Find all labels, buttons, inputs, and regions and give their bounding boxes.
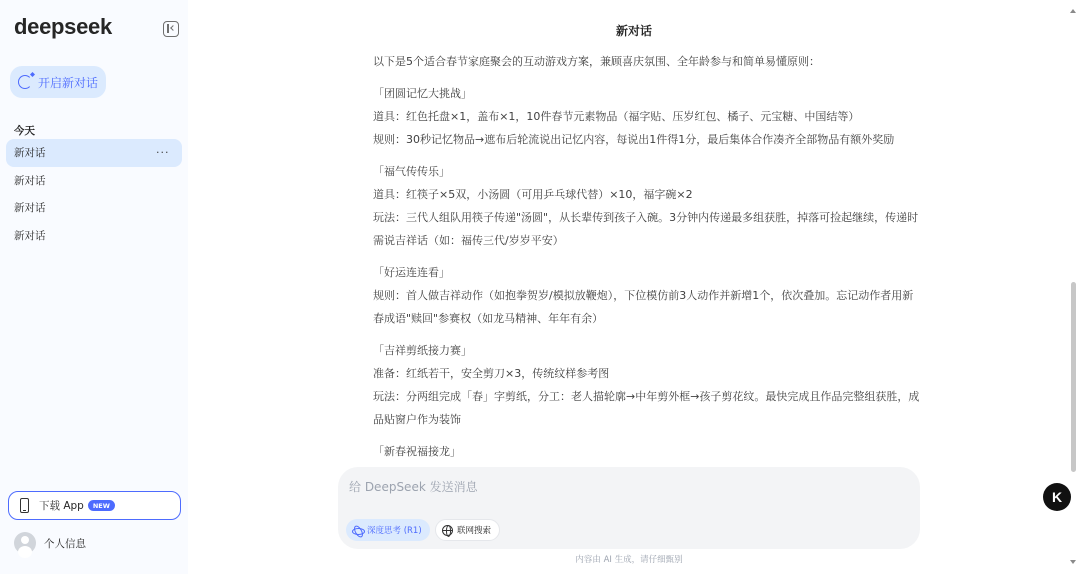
- web-search-toggle[interactable]: [435, 519, 500, 541]
- new-chat-label: 开启新对话: [38, 75, 99, 90]
- history-item-label: 新对话: [14, 229, 46, 242]
- game-section: [373, 261, 923, 330]
- game-line: 玩法：分两组完成「春」字剪纸，分工：老人描轮廓→中年剪外框→孩子剪花纹。最快完成且作品完整组获胜，成品贴窗户作为装饰: [373, 390, 920, 426]
- message-input[interactable]: 给 DeepSeek 发送消息: [349, 480, 478, 494]
- deep-think-label: 深度思考 (R1): [367, 526, 422, 536]
- download-app-label: 下载 App: [39, 500, 84, 512]
- atom-icon: [352, 525, 363, 536]
- chat-title: 新对话: [615, 24, 652, 38]
- game-section: [373, 339, 923, 431]
- game-heading: 「团圆记忆大挑战」: [373, 87, 472, 100]
- globe-icon: [442, 525, 453, 536]
- new-chat-button[interactable]: [10, 66, 106, 98]
- sidebar: [0, 0, 188, 574]
- game-line: 玩法：三代人组队用筷子传递"汤圆"，从长辈传到孩子入碗。3分钟内传递最多组获胜，掉落可捡起继续，传递时需说吉祥话（如：福传三代/岁岁平安）: [373, 211, 919, 247]
- download-app-button[interactable]: [8, 491, 181, 520]
- game-line: 道具：红色托盘×1，盖布×1，10件春节元素物品（福字贴、压岁红包、橘子、元宝糖、中国结等）: [373, 110, 860, 123]
- history-item-label: 新对话: [14, 202, 46, 215]
- assistant-message: [373, 50, 923, 470]
- history-item-active[interactable]: [6, 139, 182, 167]
- profile-label: 个人信息: [44, 537, 86, 550]
- game-heading: 「好运连连看」: [373, 266, 450, 279]
- game-line: 准备：红纸若干，安全剪刀×3，传统纹样参考图: [373, 367, 610, 380]
- deep-think-toggle[interactable]: [346, 519, 430, 541]
- scroll-down-arrow-icon[interactable]: [1070, 560, 1076, 564]
- web-search-label: 联网搜索: [457, 526, 492, 536]
- history-section-today: 今天: [14, 125, 35, 137]
- more-options-icon[interactable]: ···: [156, 146, 170, 160]
- game-line: 规则：首人做吉祥动作（如抱拳贺岁/模拟放鞭炮），下位模仿前3人动作并新增1个，依次叠加。忘记动作者用新春成语"赎回"参赛权（如龙马精神、年年有余）: [373, 289, 914, 325]
- game-line: 规则：30秒记忆物品→遮布后轮流说出记忆内容，每说出1件得1分，最后集体合作凑齐全部物品有额外奖励: [373, 133, 895, 146]
- game-section: [373, 160, 923, 252]
- new-chat-icon: [18, 75, 32, 89]
- new-badge: NEW: [88, 500, 115, 511]
- avatar: [14, 532, 36, 554]
- game-line: 道具：红筷子×5双，小汤圆（可用乒乓球代替）×10，福字碗×2: [373, 188, 693, 201]
- phone-icon: [20, 498, 29, 513]
- collapse-sidebar-icon[interactable]: [163, 21, 179, 37]
- extension-floating-icon[interactable]: K: [1043, 483, 1071, 511]
- message-composer[interactable]: [338, 467, 920, 549]
- history-item[interactable]: [6, 194, 182, 222]
- scroll-up-arrow-icon[interactable]: [1070, 9, 1076, 13]
- profile-button[interactable]: [14, 532, 86, 554]
- history-item[interactable]: [6, 167, 182, 195]
- scrollbar-thumb[interactable]: [1071, 282, 1076, 472]
- deepseek-logo: deepseek: [14, 14, 112, 39]
- history-item-label: 新对话: [14, 147, 46, 160]
- history-item-label: 新对话: [14, 174, 46, 187]
- ai-disclaimer: 内容由 AI 生成，请仔细甄别: [575, 555, 683, 565]
- game-section: [373, 82, 923, 151]
- message-intro: 以下是5个适合春节家庭聚会的互动游戏方案，兼顾喜庆氛围、全年龄参与和简单易懂原则：: [373, 55, 820, 68]
- history-item[interactable]: [6, 222, 182, 250]
- game-heading: 「福气传传乐」: [373, 165, 450, 178]
- game-heading: 「新春祝福接龙」: [373, 445, 461, 458]
- game-heading: 「吉祥剪纸接力赛」: [373, 344, 472, 357]
- chat-history-list: [6, 139, 182, 249]
